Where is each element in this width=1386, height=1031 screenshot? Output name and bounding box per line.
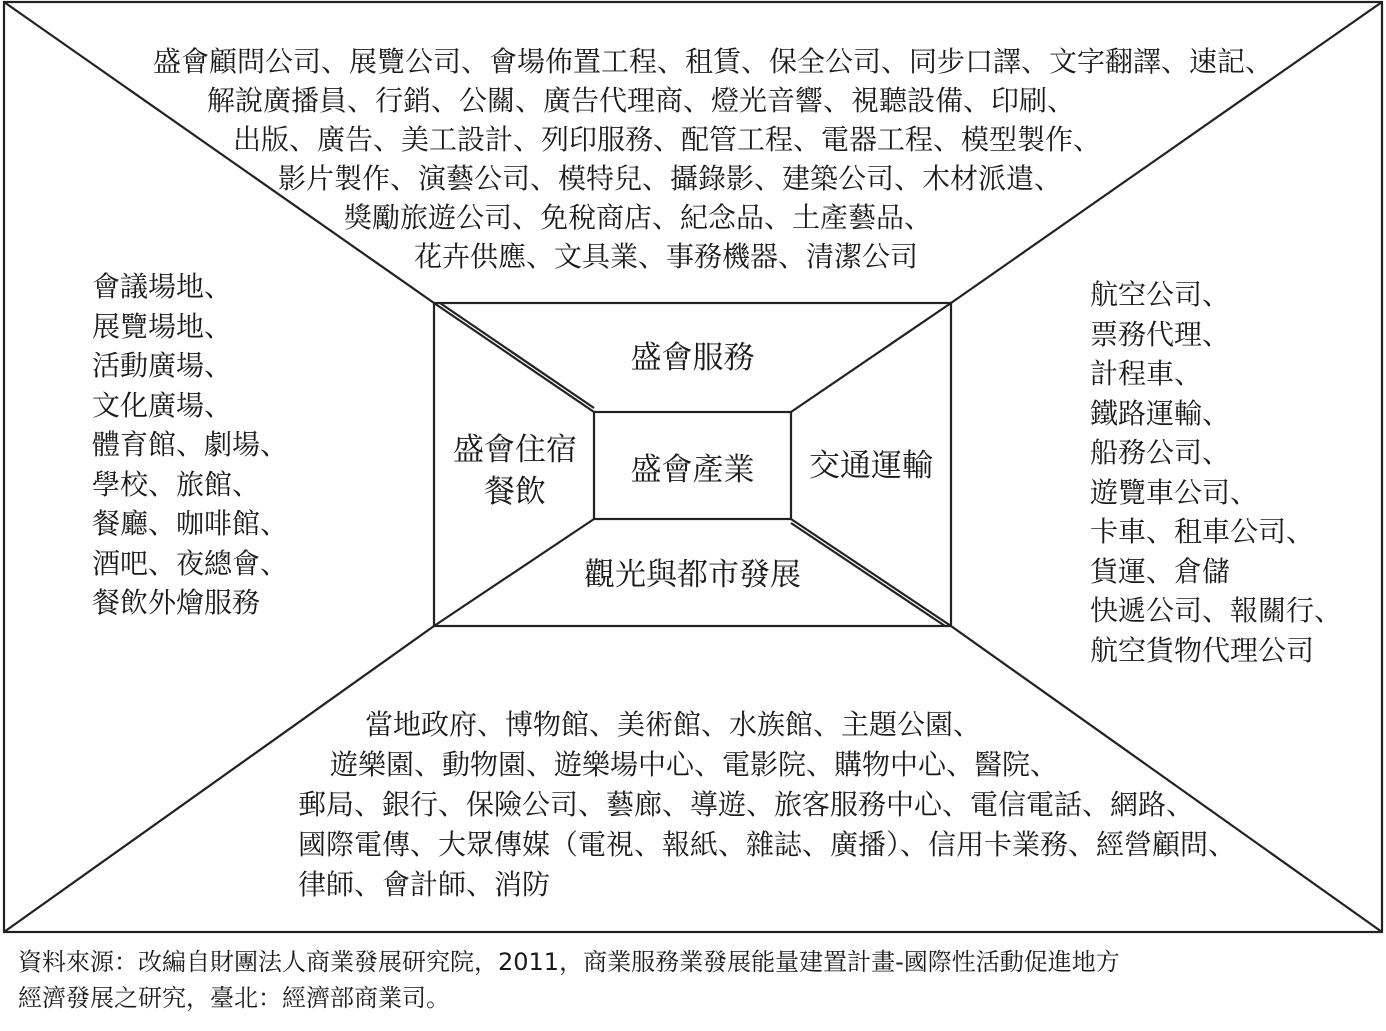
right-line: 貨運、倉儲: [1090, 554, 1231, 588]
left-line: 學校、旅館、: [92, 467, 261, 501]
top-line: 出版、廣告、美工設計、列印服務、配管工程、電器工程、模型製作、: [232, 123, 1101, 156]
left-line: 活動廣場、: [92, 349, 233, 382]
source-line-2: 經濟發展之研究，臺北：經濟部商業司。: [18, 984, 450, 1012]
right-line: 鐵路運輸、: [1090, 396, 1231, 430]
left-line: 體育館、劇場、: [92, 428, 289, 461]
top-line: 解說廣播員、行銷、公關、廣告代理商、燈光音響、視聽設備、印刷、: [206, 84, 1075, 117]
left-line: 餐廳、咖啡館、: [92, 507, 289, 540]
bottom-line: 國際電傳、大眾傳媒（電視、報紙、雜誌、廣播）、信用卡業務、經營顧問、: [298, 828, 1237, 861]
bottom-line: 當地政府、博物館、美術館、水族館、主題公園、: [365, 708, 982, 741]
right-line: 計程車、: [1090, 357, 1203, 390]
inner-diag-top-left: [434, 303, 594, 412]
inner-left-label-2: 餐飲: [484, 474, 546, 510]
left-line: 文化廣場、: [92, 388, 233, 422]
top-line: 盛會顧問公司、展覽公司、會場佈置工程、租賃、保全公司、同步口譯、文字翻譯、速記、: [152, 45, 1273, 78]
inner-diag-top-left-2: [440, 303, 594, 408]
source-line-1: 資料來源：改編自財團法人商業發展研究院，2011，商業服務業發展能量建置計畫-國際性活動促進地方: [18, 948, 1120, 976]
right-block: [1090, 275, 1342, 670]
inner-right-label: 交通運輸: [809, 448, 933, 484]
inner-top-label: 盛會服務: [630, 340, 755, 376]
left-line: 酒吧、夜總會、: [92, 546, 289, 580]
left-line: 展覽場地、: [92, 309, 233, 343]
right-line: 航空公司、: [1090, 278, 1231, 311]
top-line: 影片製作、演藝公司、模特兒、攝錄影、建築公司、木材派遣、: [277, 162, 1062, 195]
right-line: 票務代理、: [1090, 317, 1231, 351]
left-line: 餐飲外燴服務: [92, 586, 261, 619]
bottom-line: 律師、會計師、消防: [298, 868, 551, 901]
bottom-line: 遊樂園、動物園、遊樂場中心、電影院、購物中心、醫院、: [330, 748, 1059, 781]
right-line: 卡車、租車公司、: [1090, 515, 1315, 548]
inner-bottom-label: 觀光與都市發展: [584, 557, 801, 593]
right-line: 遊覽車公司、: [1090, 475, 1259, 509]
left-block: [92, 267, 288, 623]
bottom-line: 郵局、銀行、保險公司、藝廊、導遊、旅客服務中心、電信電話、網路、: [298, 788, 1195, 821]
inner-center-label: 盛會產業: [630, 452, 755, 488]
right-line: 船務公司、: [1090, 436, 1231, 469]
top-line: 花卉供應、文具業、事務機器、清潔公司: [413, 240, 918, 273]
source-note: [18, 944, 1120, 1016]
top-block: [0, 42, 1386, 276]
right-line: 航空貨物代理公司: [1090, 633, 1315, 667]
left-line: 會議場地、: [92, 270, 233, 303]
right-line: 快遞公司、報關行、: [1090, 594, 1343, 627]
inner-left-label-1: 盛會住宿: [453, 432, 577, 468]
top-line: 獎勵旅遊公司、免稅商店、紀念品、土產藝品、: [343, 201, 932, 234]
inner-diag-top-right: [791, 303, 951, 412]
